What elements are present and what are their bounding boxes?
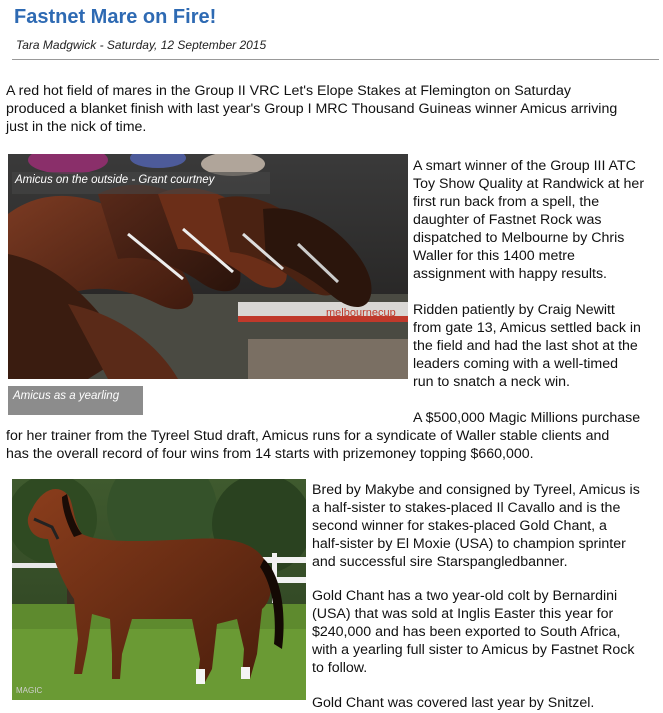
paragraph-ridden <box>413 301 641 391</box>
paragraph-toy-show <box>413 157 644 283</box>
paragraph-purchase <box>6 427 609 463</box>
text-line: with a yearling full sister to Amicus by Fastnet Rock <box>312 642 635 658</box>
text-line: just in the nick of time. <box>6 119 147 135</box>
text-line: $240,000 and has been exported to South Africa, <box>312 624 621 640</box>
text-line: Gold Chant was covered last year by Snitzel. <box>312 695 595 711</box>
text-line: leaders coming with a well-timed <box>413 356 619 372</box>
text-line: Ridden patiently by Craig Newitt <box>413 302 615 318</box>
text-line: produced a blanket finish with last year's Group I MRC Thousand Guineas winner Amicus arriving <box>6 101 618 117</box>
text-line: for her trainer from the Tyreel Stud draft, Amicus runs for a syndicate of Waller stable clients and <box>6 428 610 444</box>
text-line: A red hot field of mares in the Group II VRC Let's Elope Stakes at Flemington on Saturday <box>6 83 571 99</box>
text-line: run to snatch a neck win. <box>413 374 570 390</box>
banner-text: melbournecup <box>326 307 396 319</box>
yearling-photo-illustration <box>12 479 306 700</box>
paragraph-covered <box>312 694 594 712</box>
article-title: Fastnet Mare on Fire! <box>14 6 217 28</box>
text-line: daughter of Fastnet Rock was <box>413 212 602 228</box>
text-line: to follow. <box>312 660 368 676</box>
paragraph-purchase-line1 <box>413 409 640 427</box>
text-line: (USA) that was sold at Inglis Easter this year for <box>312 606 614 622</box>
text-line: a half-sister to stakes-placed Il Cavallo and is the <box>312 500 621 516</box>
text-line: Bred by Makybe and consigned by Tyreel, Amicus is <box>312 482 640 498</box>
text-line: A smart winner of the Group III ATC <box>413 158 636 174</box>
race-photo-caption: Amicus on the outside - Grant courtney <box>12 172 270 194</box>
text-line: first run back from a spell, the <box>413 194 600 210</box>
text-line: has the overall record of four wins from 14 starts with prizemoney topping $660,000. <box>6 446 534 462</box>
byline-divider <box>12 59 659 60</box>
text-line: second winner for stakes-placed Gold Chant, a <box>312 518 607 534</box>
text-line: assignment with happy results. <box>413 266 607 282</box>
text-line: Waller for this 1400 metre <box>413 248 575 264</box>
text-line: the field and had the last shot at the <box>413 338 638 354</box>
text-line: and successful sire Starspangledbanner. <box>312 554 568 570</box>
intro-paragraph <box>6 82 617 136</box>
photo-watermark: MAGIC <box>16 686 43 695</box>
text-line: Gold Chant has a two year-old colt by Bernardini <box>312 588 618 604</box>
text-line: half-sister by El Moxie (USA) to champion sprinter <box>312 536 626 552</box>
article-byline: Tara Madgwick - Saturday, 12 September 2015 <box>16 38 267 52</box>
paragraph-gold-chant <box>312 587 635 677</box>
text-line: A $500,000 Magic Millions purchase <box>413 410 641 426</box>
yearling-photo[interactable] <box>12 479 306 700</box>
text-line: Toy Show Quality at Randwick at her <box>413 176 645 192</box>
text-line: from gate 13, Amicus settled back in <box>413 320 641 336</box>
text-line: dispatched to Melbourne by Chris <box>413 230 625 246</box>
paragraph-bred <box>312 481 640 571</box>
yearling-caption: Amicus as a yearling <box>8 386 143 415</box>
